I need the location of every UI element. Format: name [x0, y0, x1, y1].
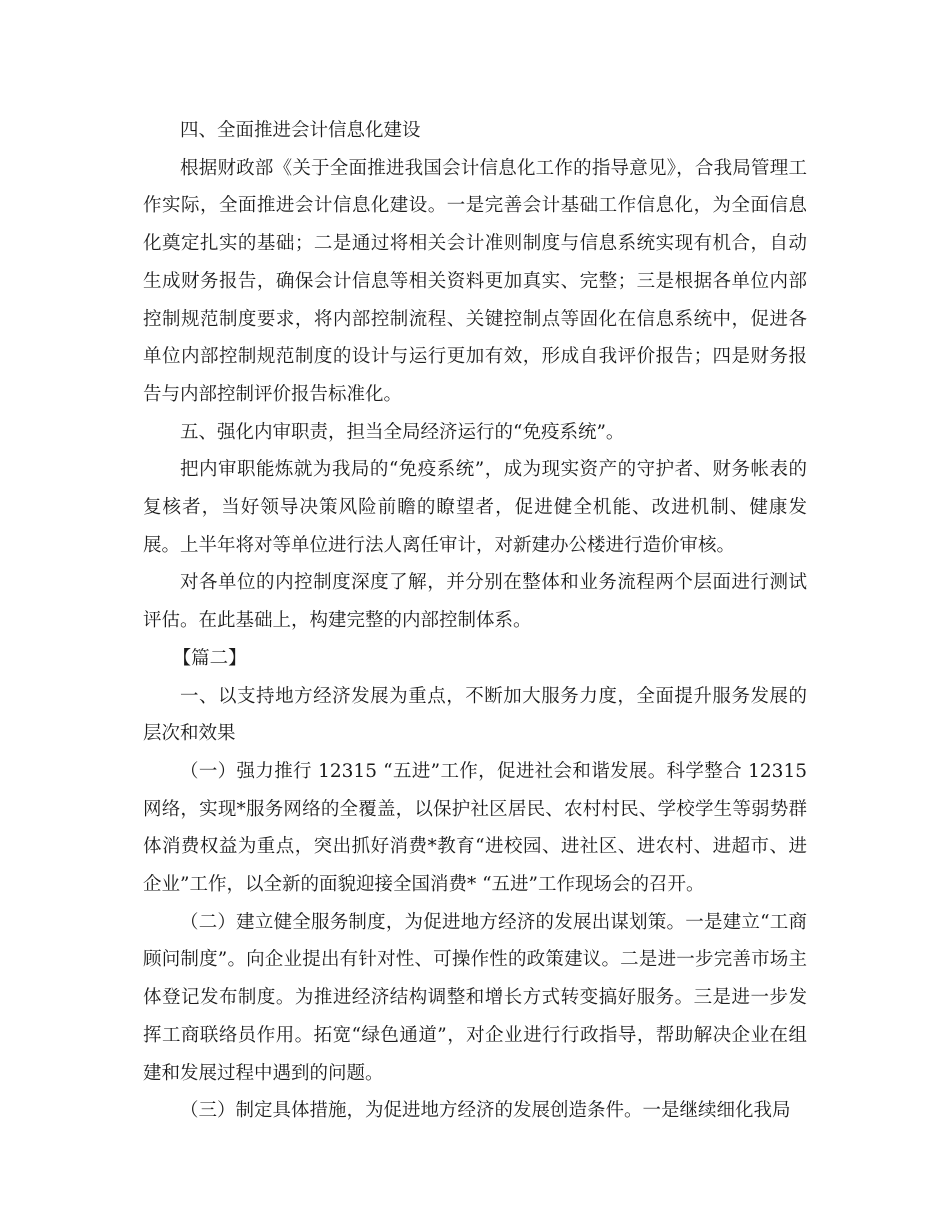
section-heading-5: 五、强化内审职责，担当全局经济运行的“免疫系统”。: [180, 421, 625, 443]
subsection-paragraph-1: （一）强力推行 12315 “五进”工作，促进社会和谐发展。科学整合 12315 网络，实现*服务网络的全覆盖，以保护社区居民、农村村民、学校学生等弱势群体消费权益为重点，突出抓好消费*教育“进校园、进社区、进农村、进超市、进企业”工作，以全新的面貌迎接全国消费* “五进”工作现场会的召开。: [143, 760, 807, 896]
subsection-paragraph-2: （二）建立健全服务制度，为促进地方经济的发展出谋划策。一是建立“工商顾问制度”。向企业提出有针对性、可操作性的政策建议。二是进一步完善市场主体登记发布制度。为推进经济结构调整和增长方式转变搞好服务。三是进一步发挥工商联络员作用。拓宽“绿色通道”，对企业进行行政指导，帮助解决企业在组建和发展过程中遇到的问题。: [143, 911, 807, 1084]
body-paragraph: 根据财政部《关于全面推进我国会计信息化工作的指导意见》，合我局管理工作实际，全面推进会计信息化建设。一是完善会计基础工作信息化，为全面信息化奠定扎实的基础；二是通过将相关会计准则制度与信息系统实现有机合，自动生成财务报告，确保会计信息等相关资料更加真实、完整；三是根据各单位内部控制规范制度要求，将内部控制流程、关键控制点等固化在信息系统中，促进各单位内部控制规范制度的设计与运行更加有效，形成自我评价报告；四是财务报告与内部控制评价报告标准化。: [143, 157, 807, 405]
section-heading-4: 四、全面推进会计信息化建设: [180, 120, 421, 141]
section-heading-1: 一、以支持地方经济发展为重点，不断加大服务力度，全面提升服务发展的层次和效果: [143, 685, 807, 745]
part-two-marker: 【篇二】: [172, 647, 247, 669]
document-page: [143, 112, 807, 1130]
subsection-paragraph-3: （三）制定具体措施，为促进地方经济的发展创造条件。一是继续细化我局: [180, 1100, 791, 1122]
body-paragraph: 把内审职能炼就为我局的“免疫系统”，成为现实资产的守护者、财务帐表的复核者，当好领导决策风险前瞻的瞭望者，促进健全机能、改进机制、健康发展。上半年将对等单位进行法人离任审计，对新建办公楼进行造价审核。: [143, 459, 807, 556]
body-paragraph: 对各单位的内控制度深度了解，并分别在整体和业务流程两个层面进行测试评估。在此基础上，构建完整的内部控制体系。: [143, 572, 807, 632]
